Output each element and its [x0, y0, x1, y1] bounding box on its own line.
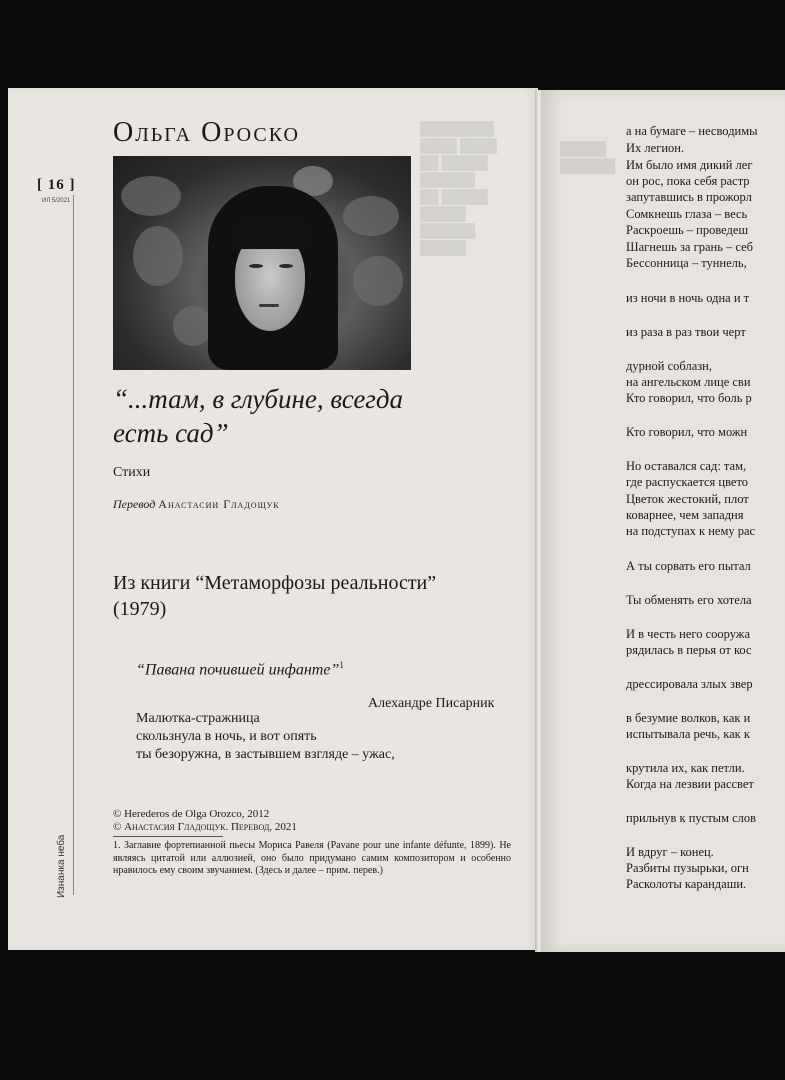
footnote: 1. Заглавие фортепианной пьесы Мориса Равеля (Pavane pour une infante défunte, 1899). Не являясь цитатой или аллюзией, оно было придумано самим композитором и особенно нравилось ему своим звучанием. (Здесь и далее – прим. перев.): [113, 840, 511, 876]
poem-line: ты безоружна, в застывшем взгляде – ужас,: [136, 747, 395, 762]
right-page-line: дрессировала злых звер: [626, 677, 753, 691]
poem-line: скользнула в ночь, и вот опять: [136, 729, 317, 744]
right-page-line: Цветок жестокий, плот: [626, 492, 749, 506]
right-page-line: на ангельском лице сви: [626, 375, 751, 389]
epigraph-line-2: есть сад”: [113, 418, 229, 448]
margin-rule: [73, 195, 74, 895]
right-page-line: Расколоты карандаши.: [626, 877, 747, 891]
right-page-line: Но оставался сад: там,: [626, 459, 747, 473]
bleed-through: ████████ ████ ████ ██ █████ ██████ ██ █████ █████ ██████ █████: [420, 121, 497, 255]
right-page-line: на подступах к нему рас: [626, 524, 756, 538]
right-page-line: А ты сорвать его пытал: [626, 559, 751, 573]
right-page-line: дурной соблазн,: [626, 359, 712, 373]
right-page-line: Когда на лезвии рассвет: [626, 777, 754, 791]
right-page-line: Кто говорил, что боль р: [626, 391, 752, 405]
issue-label: ИЛ 5/2021: [42, 198, 71, 204]
right-page-line: в безумие волков, как и: [626, 711, 751, 725]
right-page-line: Их легион.: [626, 141, 685, 155]
right-page-line: Ты обменять его хотела: [626, 593, 752, 607]
poem-dedication: Алехандре Писарник: [368, 696, 495, 711]
right-page-line: прильнув к пустым слов: [626, 811, 757, 825]
section-label: Изнанка неба: [56, 834, 67, 898]
translator-prefix: Перевод: [113, 497, 156, 511]
footnote-rule: [113, 836, 223, 837]
right-page-line: а на бумаге – несводимы: [626, 124, 758, 138]
bleed-through-right: █████ ██████: [560, 141, 616, 173]
copyright-translation: © Анастасия Гладощук. Перевод, 2021: [113, 821, 297, 833]
book-heading: [113, 570, 513, 622]
copyright-block: [113, 808, 297, 834]
right-page-line: рядилась в перья от кос: [626, 643, 752, 657]
epigraph-line-1: “...там, в глубине, всегда: [113, 384, 403, 414]
footnote-marker: 1: [339, 660, 344, 670]
right-page-line: И в честь него сооружа: [626, 627, 750, 641]
poem-title-text: “Павана почившей инфанте”: [136, 661, 340, 679]
right-page-line: И вдруг – конец.: [626, 845, 714, 859]
right-page-line: Раскроешь – проведеш: [626, 223, 749, 237]
right-page-line: Бессонница – туннель,: [626, 256, 747, 270]
right-page-line: коварнее, чем западня: [626, 508, 744, 522]
translator-credit: [113, 497, 280, 512]
right-page-line: испытывала речь, как к: [626, 727, 750, 741]
poem-body: [136, 710, 395, 764]
copyright-original: © Herederos de Olga Orozco, 2012: [113, 808, 270, 820]
poem-title: [136, 660, 344, 679]
right-page-line: он рос, пока себя растр: [626, 174, 750, 188]
book-title: Из книги “Метаморфозы реальности”: [113, 572, 437, 594]
right-page-line: Сомкнешь глаза – весь: [626, 207, 748, 221]
right-page-line: Разбиты пузырьки, огн: [626, 861, 749, 875]
genre-label: Стихи: [113, 465, 151, 480]
right-page-line: из ночи в ночь одна и т: [626, 291, 750, 305]
right-page-line: Им было имя дикий лег: [626, 158, 753, 172]
right-page-line: где распускается цвето: [626, 475, 749, 489]
right-page-line: Кто говорил, что можн: [626, 425, 748, 439]
page-number: [ 16 ]: [37, 177, 76, 193]
epigraph-title: [113, 382, 493, 450]
right-page-line: запутавшись в прожорл: [626, 190, 752, 204]
right-page-line: Шагнешь за грань – себ: [626, 240, 754, 254]
poem-line: Малютка-стражница: [136, 711, 260, 726]
translator-name: Анастасии Гладощук: [158, 497, 280, 511]
author-name: Ольга Ороско: [113, 117, 300, 148]
right-page-line: из раза в раз твои черт: [626, 325, 746, 339]
right-page-line: крутила их, как петли.: [626, 761, 745, 775]
author-photo: [113, 156, 411, 370]
book-year: (1979): [113, 598, 167, 620]
